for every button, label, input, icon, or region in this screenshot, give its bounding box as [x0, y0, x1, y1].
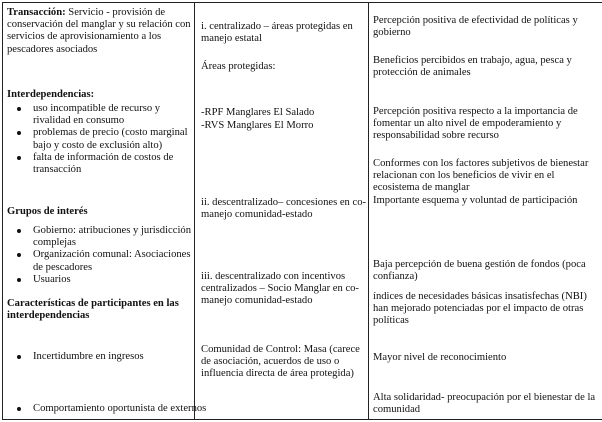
protected-areas-label: Áreas protegidas: — [201, 61, 276, 72]
result-item: Baja percepción de buena gestión de fondos (poca confianza) — [373, 259, 586, 283]
list-item: uso incompatible de recurso y rivalidad en consumo — [7, 103, 191, 127]
control-community: Comunidad de Control: Masa (carece de asociación, acuerdos de uso o influencia directa de área protegida) — [201, 344, 360, 380]
participant-characteristics-heading: Características de participantes en las interdependencias — [7, 298, 179, 322]
protected-area-morro: -RVS Manglares El Morro — [201, 120, 314, 131]
result-item: Alta solidaridad- preocupación por el bienestar de la comunidad — [373, 392, 596, 416]
list-item: Comportamiento oportunista de externos — [7, 403, 217, 415]
stakeholders-list — [7, 225, 191, 286]
result-item: índices de necesidades básicas insatisfechas (NBI) han mejorado potenciadas por el impacto de otras políticas — [373, 291, 587, 327]
result-item: Beneficios percibidos en trabajo, agua, pesca y protección de animales — [373, 55, 572, 79]
list-item: Organización comunal: Asociaciones de pescadores — [7, 249, 191, 273]
interdependencies-heading: Interdependencias: — [7, 89, 95, 100]
comparison-table — [2, 2, 602, 420]
result-item: Importante esquema y voluntad de participación — [373, 195, 578, 206]
transaction-label: Transacción: — [7, 7, 66, 18]
governance-item-decentralized: ii. descentralizado– concesiones en co-manejo comunidad-estado — [201, 197, 367, 221]
list-item: Gobierno: atribuciones y jurisdicción complejas — [7, 225, 191, 249]
governance-item-incentives: iii. descentralizado con incentivos centralizados – Socio Manglar en co-manejo comunidad-estado — [201, 271, 359, 307]
protected-area-salado: -RPF Manglares El Salado — [201, 107, 315, 118]
column-results — [369, 3, 602, 420]
column-governance — [195, 3, 369, 420]
result-item: Conformes con los factores subjetivos de bienestar relacionan con los beneficios de vivir en el ecosistema de manglar — [373, 158, 589, 194]
column-transaction — [3, 3, 207, 420]
list-item: Incertidumbre en ingresos — [7, 351, 217, 363]
list-item: problemas de precio (costo marginal bajo y costo de exclusión alto) — [7, 127, 191, 151]
list-item: Usuarios — [7, 274, 191, 286]
result-item: Percepción positiva respecto a la importancia de fomentar un alto nivel de empoderamiento y responsabilidad sobre recurso — [373, 106, 578, 142]
transaction-paragraph — [7, 7, 191, 56]
stakeholders-heading: Grupos de interés — [7, 206, 88, 217]
list-item: falta de información de costos de transacción — [7, 152, 191, 176]
governance-item-centralized: i. centralizado – áreas protegidas en manejo estatal — [201, 21, 353, 45]
transaction-text: Servicio - provisión de conservación del manglar y su relación con servicios de aprovisionamiento a los pescadores asociados — [7, 7, 191, 55]
interdependencies-list — [7, 103, 191, 176]
result-item: Mayor nivel de reconocimiento — [373, 352, 507, 363]
result-item: Percepción positiva de efectividad de políticas y gobierno — [373, 15, 578, 39]
table-row — [3, 3, 602, 420]
